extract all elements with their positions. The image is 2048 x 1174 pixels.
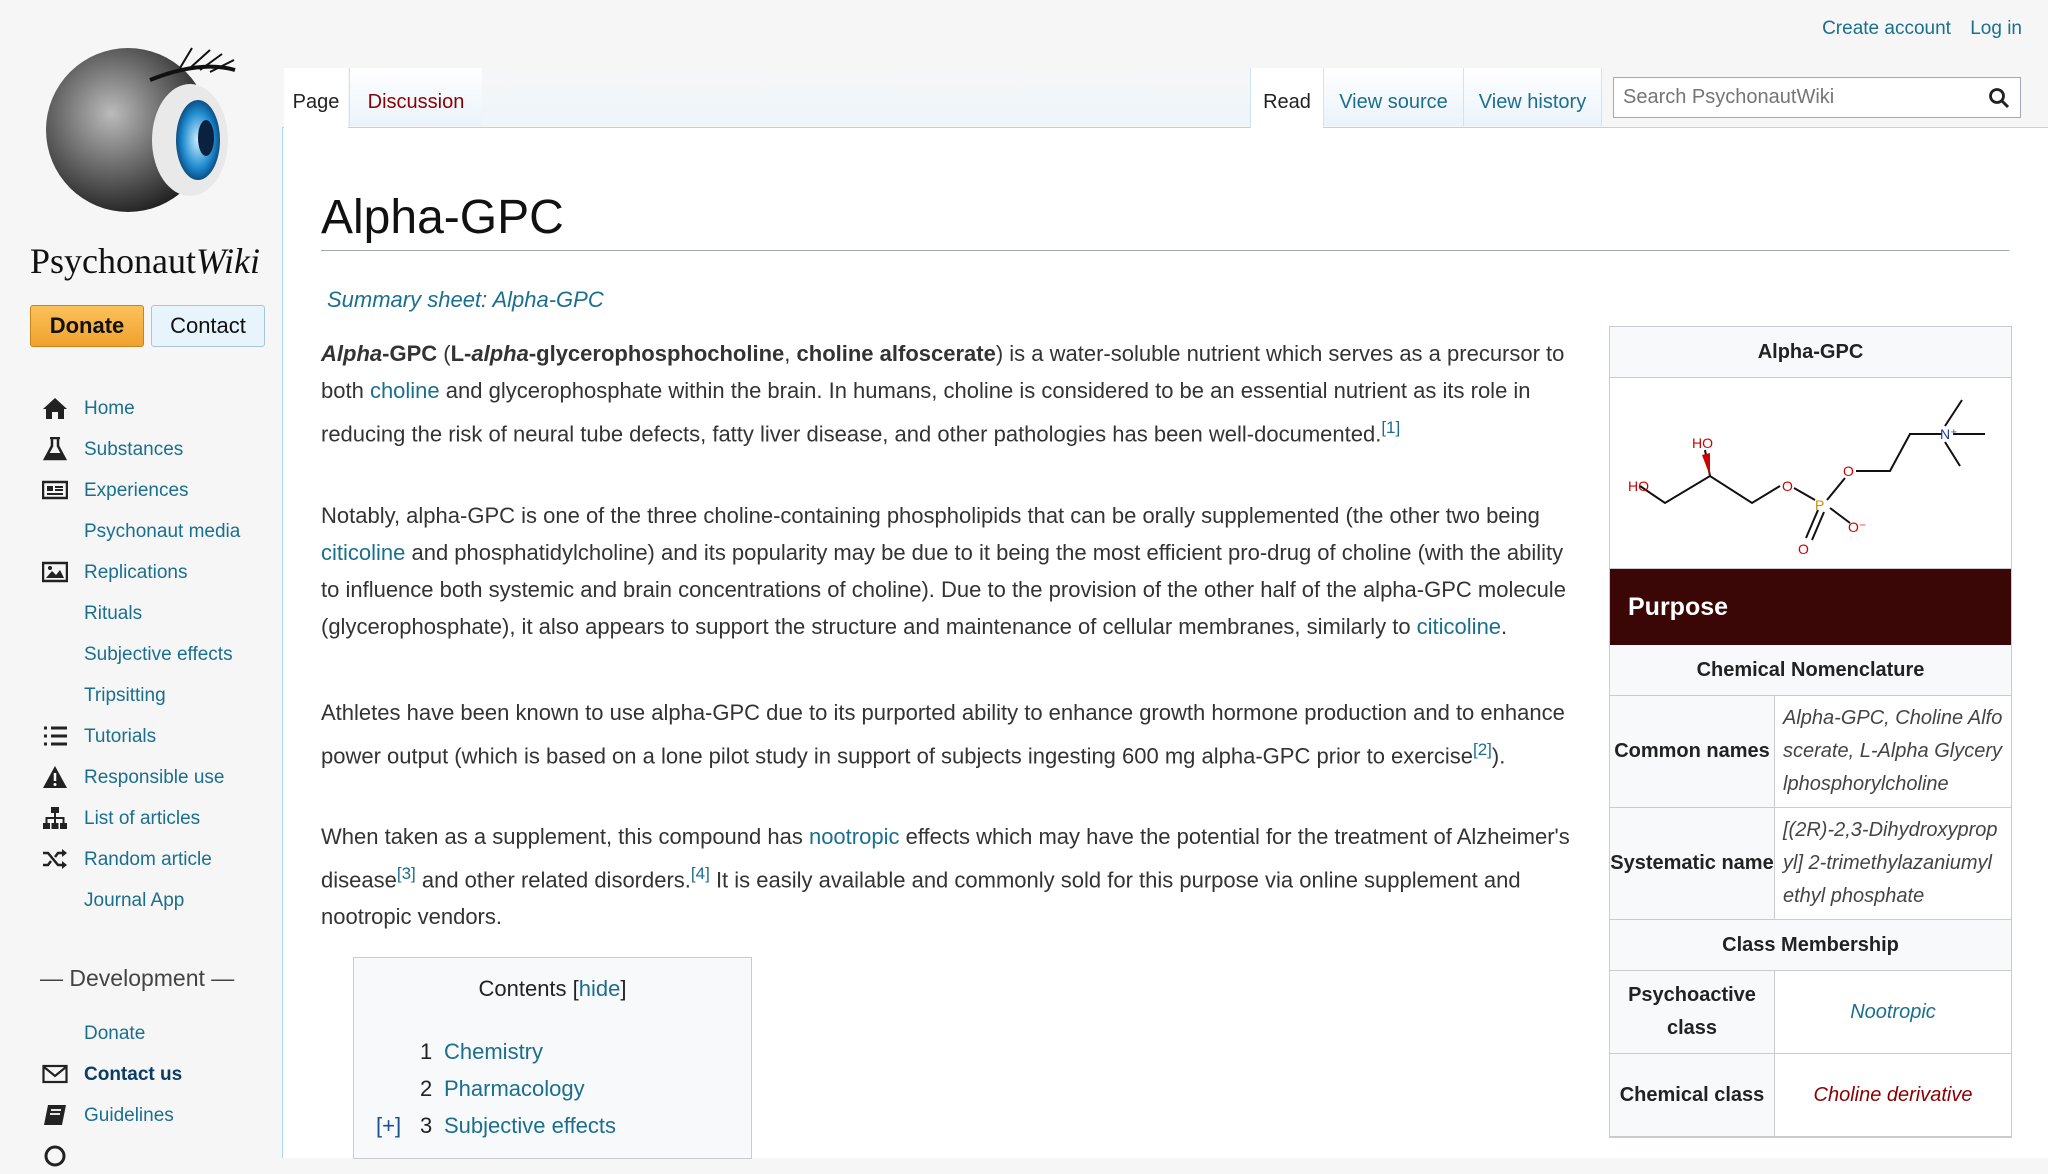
envelope-icon	[42, 1062, 68, 1086]
toc-expand-button[interactable]: [+]	[376, 1113, 402, 1138]
text: It is easily available and commonly sold for this purpose via online supplement and nootropic vendors.	[321, 867, 1521, 930]
infobox-row-systematic-name	[1610, 808, 2011, 920]
infobox-key: Systematic name	[1610, 808, 1775, 919]
log-in-link[interactable]: Log in	[1970, 18, 2022, 39]
sidebar-item-label: Journal App	[84, 890, 185, 911]
text: Athletes have been known to use alpha-GPC due to its purported ability to enhance growth hormone production and to enhance power output (which is based on a lone pilot study in support of subjects ingesting 600 mg alpha-GPC prior to exercise	[321, 700, 1565, 769]
sidebar-item-psychonaut-media[interactable]	[40, 516, 280, 548]
sidebar-item-experiences[interactable]	[40, 475, 280, 507]
infobox-row-psychoactive-class	[1610, 971, 2011, 1054]
sidebar-item-label: Contact us	[84, 1064, 183, 1085]
sidebar-item-rituals[interactable]	[40, 598, 280, 630]
text: ).	[1491, 743, 1506, 769]
summary-sheet-link[interactable]: Summary sheet: Alpha-GPC	[327, 287, 604, 312]
text: and phosphatidylcholine) and its popularity may be due to it being the most efficient pro-drug of choline (with the ability to influence both systemic and brain concentrations of choline). Due to the provision of the other half of the alpha-GPC molecule (glycerophosphate), it also appears to support the structure and maintenance of cellular membranes, similarly to	[321, 540, 1566, 639]
text: ,	[784, 341, 797, 366]
ref-2[interactable]: [2]	[1472, 740, 1492, 759]
site-wordmark[interactable]	[25, 240, 265, 282]
search-box	[1613, 77, 2021, 118]
text: (	[437, 341, 451, 366]
brand-suffix: Wiki	[196, 241, 260, 281]
search-icon[interactable]	[1988, 87, 2010, 109]
development-heading: — Development —	[40, 965, 235, 991]
brand-name: Psychonaut	[30, 241, 196, 281]
sidebar-item-replications[interactable]	[40, 557, 280, 589]
citicoline-link-2[interactable]: citicoline	[1416, 614, 1502, 639]
tab-discussion[interactable]: Discussion	[349, 68, 482, 126]
toc-link-pharmacology[interactable]: Pharmacology	[444, 1076, 585, 1101]
infobox-value: [(2R)-2,3-Dihydroxypropyl] 2-trimethylazaniumylethyl phosphate	[1775, 808, 2011, 919]
sidebar-item-donate[interactable]	[40, 1018, 280, 1050]
infobox-key: Chemical class	[1610, 1054, 1775, 1136]
choline-link[interactable]: choline	[369, 378, 440, 403]
text-bold: choline alfoscerate	[796, 341, 996, 366]
label-p: P	[1815, 497, 1825, 513]
page-title: Alpha-GPC	[321, 191, 564, 244]
text: and other related disorders.	[415, 867, 691, 893]
paragraph-intro	[321, 335, 1581, 452]
toc-number: 1	[420, 1039, 433, 1064]
sidebar-item-subjective-effects[interactable]	[40, 639, 280, 671]
text-gpc: -GPC	[382, 341, 438, 366]
text: -glycerophosphocholine	[528, 341, 785, 366]
search-input[interactable]	[1614, 78, 1985, 117]
book-icon	[42, 1103, 68, 1127]
sidebar-item-label: Replications	[84, 562, 188, 583]
nootropic-class-link[interactable]: Nootropic	[1775, 971, 2011, 1053]
infobox-section-nomenclature: Chemical Nomenclature	[1610, 645, 2011, 696]
sidebar-item-random-article[interactable]	[40, 844, 280, 876]
molecule-image[interactable]	[1610, 378, 2011, 569]
image-icon	[42, 560, 68, 584]
toc-link-subjective-effects[interactable]: Subjective effects	[444, 1113, 617, 1138]
text: Notably, alpha-GPC is one of the three choline-containing phospholipids that can be orally supplemented (the other two being	[321, 503, 1540, 528]
ref-1[interactable]: [1]	[1381, 418, 1401, 437]
sidebar-item-tutorials[interactable]	[40, 721, 280, 753]
sidebar-item-label: Tripsitting	[84, 685, 166, 706]
shuffle-icon	[42, 847, 68, 871]
nootropic-link[interactable]: nootropic	[808, 824, 900, 849]
sidebar-item-list-of-articles[interactable]	[40, 803, 280, 835]
tab-read[interactable]: Read	[1250, 68, 1323, 128]
text: L-	[450, 341, 472, 366]
ref-3[interactable]: [3]	[396, 864, 416, 883]
infobox-key: Common names	[1610, 696, 1775, 807]
citicoline-link[interactable]: citicoline	[321, 540, 406, 565]
sidebar-item-label: Subjective effects	[84, 644, 233, 665]
text: When taken as a supplement, this compound has	[321, 824, 809, 849]
text: .	[1501, 614, 1508, 639]
label-o-4: O⁻	[1848, 519, 1867, 535]
infobox-section-class: Class Membership	[1610, 920, 2011, 971]
tab-view-history[interactable]: View history	[1463, 68, 1602, 126]
toc-title: Contents [hide]	[478, 976, 627, 1001]
sidebar-item-label: List of articles	[84, 808, 201, 829]
infobox-key: Psychoactive class	[1610, 971, 1775, 1053]
sidebar-item-label: Experiences	[84, 480, 189, 501]
sidebar-item-guidelines[interactable]	[40, 1100, 280, 1132]
tab-view-source[interactable]: View source	[1323, 68, 1463, 126]
sidebar-item-label: Psychonaut media	[84, 521, 241, 542]
text: effects which may have the potential for the treatment of Alzheimer's disease	[321, 824, 1570, 893]
label-ho-1: HO	[1628, 478, 1649, 494]
title-divider	[321, 250, 2009, 251]
home-icon	[42, 396, 68, 420]
toc-number: 2	[420, 1076, 433, 1101]
infobox-value: Alpha-GPC, Choline Alfoscerate, L-Alpha Glycerylphosphorylcholine	[1775, 696, 2011, 807]
newspaper-icon	[42, 478, 68, 502]
sidebar-item-contact-us[interactable]	[40, 1059, 280, 1091]
label-o-3: O	[1798, 541, 1809, 557]
flask-icon	[42, 437, 68, 461]
sidebar-item-substances[interactable]	[40, 434, 280, 466]
sidebar-item-label: Substances	[84, 439, 184, 460]
sidebar-item-journal-app[interactable]	[40, 885, 280, 917]
sidebar-item-label: Tutorials	[84, 726, 157, 747]
sidebar-item-label: Guidelines	[84, 1105, 174, 1126]
toc-link-chemistry[interactable]: Chemistry	[444, 1039, 544, 1064]
label-n: N⁺	[1940, 426, 1958, 442]
label-ho-2: HO	[1692, 435, 1713, 451]
personal-links	[1808, 18, 2022, 40]
paragraph-notably	[321, 497, 1581, 645]
sidebar-item-home[interactable]	[40, 393, 280, 425]
ref-4[interactable]: [4]	[690, 864, 710, 883]
sidebar-item-tripsitting[interactable]	[40, 680, 280, 712]
sidebar-item-label: Home	[84, 398, 135, 419]
tab-page[interactable]: Page	[284, 68, 348, 128]
toc-hide-link[interactable]: hide	[578, 976, 621, 1001]
sidebar-item-label: Rituals	[84, 603, 143, 624]
infobox-purpose-header: Purpose	[1610, 569, 2011, 645]
infobox-title: Alpha-GPC	[1610, 327, 2011, 378]
list-icon	[42, 724, 68, 748]
text-alpha: Alpha	[321, 341, 383, 366]
partial-icon	[42, 1144, 68, 1168]
text: alpha	[471, 341, 529, 366]
toc-number: 3	[420, 1113, 433, 1138]
toc-heading: Contents	[478, 976, 567, 1001]
sidebar-item-label: Donate	[84, 1023, 146, 1044]
infobox	[1609, 326, 2012, 1138]
label-o-2: O	[1843, 463, 1854, 479]
paragraph-athletes	[321, 694, 1581, 774]
sidebar-item-partial[interactable]	[40, 1141, 280, 1173]
text: and glycerophosphate within the brain. In humans, choline is considered to be an essential nutrient as its role in reducing the risk of neural tube defects, fatty liver disease, and other pathologies has been well-documented.	[321, 378, 1531, 447]
label-o-1: O	[1782, 478, 1793, 494]
contact-button[interactable]: Contact	[151, 305, 265, 347]
choline-derivative-link[interactable]: Choline derivative	[1775, 1054, 2011, 1136]
paragraph-supplement	[321, 818, 1581, 935]
sidebar-item-label: Random article	[84, 849, 212, 870]
text: ) is a water-soluble nutrient which serves as a precursor to both	[321, 341, 1565, 403]
warning-icon	[42, 765, 68, 789]
infobox-row-common-names	[1610, 696, 2011, 808]
infobox-row-chemical-class	[1610, 1054, 2011, 1137]
create-account-link[interactable]: Create account	[1822, 18, 1951, 39]
sidebar-item-responsible-use[interactable]	[40, 762, 280, 794]
eye-logo-icon[interactable]	[40, 30, 240, 230]
sitemap-icon	[42, 806, 68, 830]
sidebar-item-label: Responsible use	[84, 767, 225, 788]
donate-button[interactable]: Donate	[30, 305, 144, 347]
table-of-contents	[353, 957, 752, 1159]
